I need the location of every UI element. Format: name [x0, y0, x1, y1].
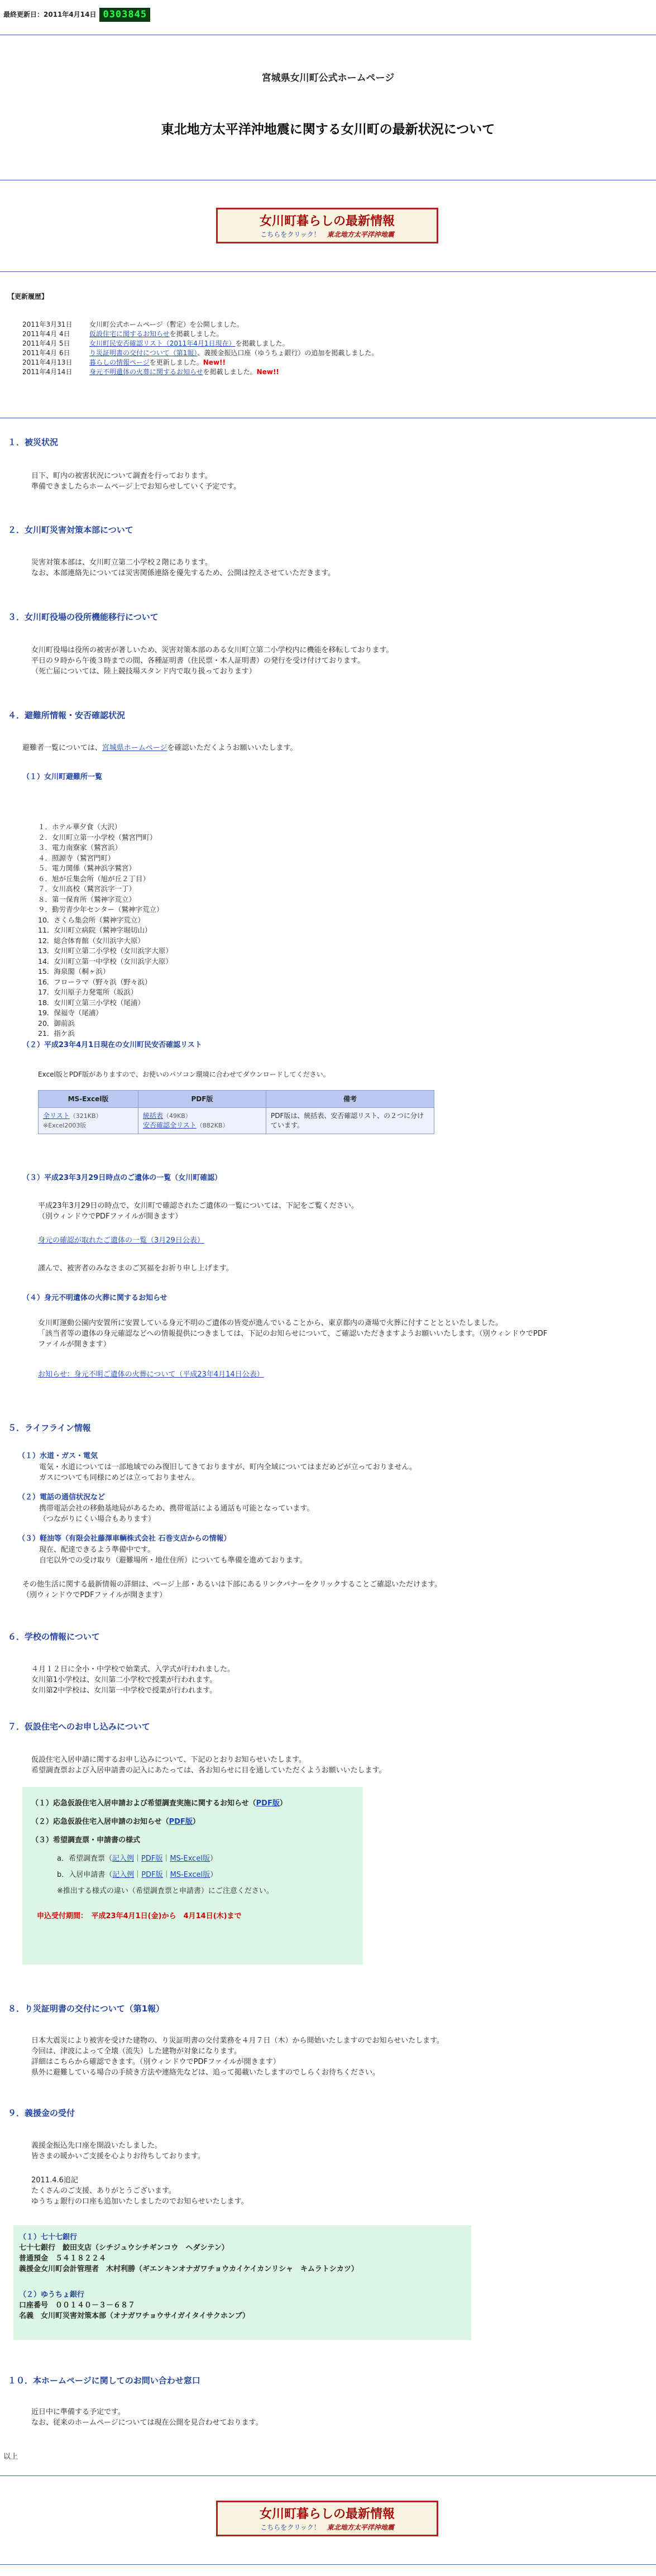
shelter-item: 17．女川原子力発電所（坂浜） — [38, 988, 138, 996]
example-link[interactable]: 記入例 — [112, 1855, 134, 1863]
history-link[interactable]: り災証明書の交付について（第1報） — [89, 349, 198, 357]
shelter-item: 21．指ケ浜 — [38, 1029, 75, 1038]
footer-divider — [0, 2564, 656, 2565]
section-donation-title: ９．義援金の受付 — [8, 2108, 75, 2118]
housing-item: （１）応急仮設住宅入居申請および希望調査実施に関するお知らせ（PDF版） — [31, 1799, 287, 1808]
utilities-heading: （１）水道・ガス・電気 — [18, 1452, 98, 1460]
section-certificate-title: ８．り災証明書の交付について（第1報） — [8, 2004, 165, 2014]
new-badge: New!! — [256, 368, 279, 376]
access-counter: 0303845 — [99, 8, 150, 22]
banner-title: 女川町暮らしの最新情報 — [259, 214, 395, 228]
shelter-item: 14．女川町立第一中学校（女川浜字大原） — [38, 957, 173, 966]
shelter-item: １．ホテル華夕食（大沢） — [38, 823, 122, 831]
safety-list-heading: （２）平成23年4月1日現在の女川町民安否確認リスト — [22, 1041, 202, 1049]
shelter-list — [38, 822, 173, 1039]
history-row: 2011年4月 5日 女川町民安否確認リスト（2011年4月1日現在）を掲載しました。 — [22, 340, 289, 347]
note-cell: PDF版は、統括表、安否確認リスト、の２つに分けています。 — [266, 1108, 434, 1134]
page-title: 東北地方太平洋沖地震に関する女川町の最新状況について — [161, 122, 495, 137]
form-note: ※推出する様式の違い（希望調査票と申請書）にご注意ください。 — [57, 1887, 274, 1895]
section-hq-text: 災害対策本部は、女川町立第二小学校２階にあります。 なお、本部連絡先については災害関係連絡を優先するため、公開は控えさせていただきます。 — [31, 558, 336, 577]
shelter-item: ２．女川町立第一小学校（鷲宮門町） — [38, 833, 157, 842]
deceased-list-text: 平成23年3月29日の時点で、女川町で確認されたご遺体の一覧については、下記をご覧ください。 （別ウィンドウでPDFファイルが開きます） — [38, 1202, 358, 1221]
banner-divider — [0, 271, 656, 272]
pdf-cell: 統括表（49KB） 安否確認全リスト（882KB） — [138, 1108, 266, 1134]
lifeline-footer: その他生活に関する最新情報の詳細は、ページ上部・あるいは下部にあるリンクバナーをクリックすることご確認いただけます。 （別ウィンドウでPDFファイルが開きます） — [22, 1580, 442, 1599]
housing-items — [31, 1798, 287, 1922]
pdf-link[interactable]: PDF版 — [256, 1799, 280, 1808]
section-school-title: ６．学校の情報について — [8, 1632, 100, 1642]
section-damage-text: 目下、町内の被害状況について調査を行っております。 準備できましたらホームページ上でお知らせしていく予定です。 — [31, 472, 241, 491]
utilities-text: 電気・水道については一部地域でのみ復旧してきておりますが、町内全域についてはまだめどが立っておりません。 ガスについても同様にめどは立っておりません。 — [39, 1463, 417, 1482]
housing-item: （３）希望調査票・申請書の様式 — [31, 1836, 141, 1844]
donation-update: 2011.4.6追記 たくさんのご支援、ありがとうございます。 ゆうちょ銀行の口座も追加いたしましたのでお知らせいたします。 — [31, 2176, 248, 2206]
shelter-item: 12．総合体育館（女川浜字大原） — [38, 936, 145, 945]
excel-full-list-link[interactable]: 全リスト — [43, 1112, 70, 1120]
living-info-banner-bottom[interactable] — [216, 2501, 438, 2536]
shelter-item: ９．勤労青少年センター（鷲神字荒立） — [38, 905, 164, 914]
cremation-link[interactable]: お知らせ：身元不明ご遺体の火葬について（平成23年4月14日公表） — [38, 1370, 264, 1379]
pdf-link[interactable]: PDF版 — [141, 1871, 163, 1879]
banner-title: 女川町暮らしの最新情報 — [259, 2507, 395, 2521]
excel-link[interactable]: MS-Excel版 — [170, 1871, 210, 1879]
pdf-full-list-link[interactable]: 安否確認全リスト — [143, 1121, 197, 1129]
shelter-list-heading: （１）女川町避難所一覧 — [22, 773, 103, 781]
donation-text: 義援金振込先口座を開設いたしました。 皆さまの暖かいご支援を心よりお待ちしております。 — [31, 2142, 205, 2161]
new-badge: New!! — [203, 359, 226, 366]
history-row: 2011年4月14日 身元不明遺体の火葬に関するお知らせを掲載しました。New!! — [22, 368, 279, 376]
end-mark: 以上 — [3, 2453, 18, 2461]
bank-yucho: （２）ゆうちょ銀行 口座番号 ００１４０－３－６８７ 名義 女川町災害対策本部（オナガワチョウサイガイタイサクホンブ） — [19, 2291, 250, 2320]
living-info-banner[interactable] — [216, 208, 438, 243]
section-contact-title: １０．本ホームページに関してのお問い合わせ窓口 — [8, 2376, 200, 2386]
contact-text: 近日中に準備する予定です。 なお、従来のホームページについては現在公開を見合わせております。 — [31, 2408, 263, 2427]
shelter-item: ３．電力南寮家（鷲宮浜） — [38, 843, 122, 852]
shelter-intro: 避難者一覧については、宮城県ホームページを確認いただくようお願いいたします。 — [22, 744, 298, 752]
shelter-item: 10．さくら集会所（鷲神字荒立） — [38, 915, 145, 924]
section-lifeline-title: ５．ライフライン情報 — [8, 1423, 91, 1433]
condolence-text: 謹んで、被害者のみなさまのご冥福をお祈り申し上げます。 — [38, 1264, 233, 1273]
section-housing-title: ７．仮設住宅へのお申し込みについて — [8, 1722, 150, 1732]
school-text: ４月１２日に全小・中学校で始業式、入学式が行われました。 女川第1小学校は、女川第二小学校で授業が行われます。 女川第2中学校は、女川第一中学校で授業が行われます。 — [31, 1665, 235, 1695]
form-a: a．希望調査票（記入例｜PDF版｜MS-Excel版） — [57, 1855, 217, 1863]
history-link[interactable]: 女川町民安否確認リスト（2011年4月1日現在） — [89, 340, 236, 347]
pdf-link[interactable]: PDF版 — [141, 1855, 163, 1863]
history-row: 2011年4月13日 暮らしの情報ページを更新しました。New!! — [22, 359, 226, 366]
fuel-heading: （３）軽油等（有限会社藤澤車輌株式会社 石巻支店からの情報） — [18, 1535, 231, 1543]
excel-cell: 全リスト（321KB） ※Excel2003版 — [39, 1108, 138, 1134]
deceased-list-link[interactable]: 身元の確認が取れたご遺体の一覧（3月29日公表） — [38, 1236, 204, 1245]
col-excel: MS-Excel版 — [39, 1091, 138, 1108]
shelter-item: 19．保福寺（尾浦） — [38, 1009, 103, 1017]
cremation-heading: （４）身元不明遺体の火葬に関するお知らせ — [22, 1294, 167, 1302]
safety-list-table — [38, 1090, 434, 1134]
fuel-text: 現在、配達できるよう準備中です。 自宅以外での受け取り（避難場所・地仕住所）についても準備を進めております。 — [39, 1546, 307, 1565]
deceased-list-heading: （３）平成23年3月29日時点のご遺体の一覧（女川町確認） — [22, 1174, 222, 1182]
section-office-text: 女川町役場は役所の被害が著しいため、災害対策本部のある女川町立第二小学校内に機能を移転しております。 平日の９時から午後３時までの間、各種証明書（住民票・本人証明書）の発行を受け付けております。 （死亡届については、陸上競技場スタンド内で取り扱っております） — [31, 646, 394, 676]
banner-subtitle: こちらをクリック！ 東北地方太平洋沖地震 — [260, 231, 394, 238]
safety-list-note: Excel版とPDF版がありますので、お使いのパソコン環境に合わせてダウンロードしてください。 — [38, 1070, 330, 1078]
housing-item: （２）応急仮設住宅入居申請のお知らせ（PDF版） — [31, 1818, 200, 1826]
shelter-item: 20．御前浜 — [38, 1019, 75, 1027]
housing-text: 仮設住宅入居申請に関するお申し込みについて、下記のとおりお知らせいたします。 希望調査票および入居申請書の記入にあたっては、各お知らせに目を通していただくようお願いいたします。 — [31, 1756, 386, 1775]
history-row: 2011年4月 4日 仮設住宅に関するお知らせを掲載しました。 — [22, 330, 223, 338]
history-row: 2011年4月 6日 り災証明書の交付について（第1報）、義援金振込口座（ゆうちょ銀行）の追加を掲載しました。 — [22, 349, 379, 357]
section-hq-title: ２．女川町災害対策本部について — [8, 525, 133, 535]
certificate-text: 日本大震災により被害を受けた建物の、り災証明書の交付業務を４月７日（木）から開始いたしますのでお知らせいたします。 今回は、津波によって全壊（流失）した建物が対象になります。 詳細はこちらから確認できます。（別ウィンドウでPDFファイルが開きます） 県外に避難している場合の手続き方法や連絡先などは、追って掲載いたしますのでしらくお待ちください。 — [31, 2037, 444, 2077]
history-link[interactable]: 暮らしの情報ページ — [89, 359, 150, 366]
last-updated-label: 最終更新日：2011年4月14日 — [3, 11, 97, 18]
col-note: 備考 — [266, 1091, 434, 1108]
phone-text: 携帯電話会社の移動基地局があるため、携帯電話による通話も可能となっています。 （つながりにくい場合もあります） — [39, 1504, 314, 1523]
history-link[interactable]: 仮設住宅に関するお知らせ — [89, 330, 170, 338]
shelter-item: ７．女川高校（鷲宮浜字一丁） — [38, 885, 136, 893]
history-row: 2011年3月31日 女川町公式ホームページ（暫定）を公開しました。 — [22, 321, 243, 328]
miyagi-pref-link[interactable]: 宮城県ホームページ — [102, 744, 167, 752]
section-shelter-title: ４．避難所情報・安否確認状況 — [8, 710, 126, 720]
shelter-item: ４．照源寺（鷲宮門町） — [38, 853, 115, 862]
shelter-item: ８．第一保育所（鷲神字荒立） — [38, 895, 136, 904]
bank-77: （１）七十七銀行 七十七銀行 鮫田支店（シチジュウシチギンコウ ヘダシテン） 普通預金 ５４１８２２４ 義援金女川町会計管理者 木村利勝（ギエンキンオナガワチョウカイケイカンリシャ キムラトシカツ） — [19, 2233, 358, 2273]
phone-heading: （２）電話の通信状況など — [18, 1493, 106, 1502]
col-pdf: PDF版 — [138, 1091, 266, 1108]
last-updated — [3, 8, 150, 22]
form-b: b．入居申請書（記入例｜PDF版｜MS-Excel版） — [57, 1871, 218, 1879]
pdf-summary-link[interactable]: 統括表 — [143, 1112, 164, 1120]
shelter-item: 11．女川町立病院（鷲神字堀切山） — [38, 926, 152, 934]
history-list — [22, 320, 378, 377]
excel-link[interactable]: MS-Excel版 — [170, 1855, 210, 1863]
shelter-item: 15．海泉閣（桐ヶ浜） — [38, 967, 110, 976]
section-office-title: ３．女川町役場の役所機能移行について — [8, 612, 159, 622]
shelter-item: 16．フローラマ（野々浜（野々浜） — [38, 977, 152, 986]
pdf-link[interactable]: PDF版 — [169, 1818, 193, 1826]
site-title: 宮城県女川町公式ホームページ — [261, 73, 395, 84]
shelter-item: ６．旭が丘集会所（旭が丘２丁目） — [38, 874, 150, 883]
shelter-item: ５．電力関係（鷲神浜字鷲宮） — [38, 864, 136, 872]
example-link[interactable]: 記入例 — [112, 1871, 135, 1879]
shelter-item: 18．女川町立第三小学校（尾浦） — [38, 998, 145, 1007]
deadline: 申込受付期間： 平成23年4月1日(金)から 4月14日(木)まで — [37, 1912, 242, 1920]
history-heading: 【更新履歴】 — [8, 293, 49, 300]
shelter-item: 13．女川町立第二小学校（女川浜字大原） — [38, 947, 173, 955]
history-link[interactable]: 身元不明遺体の火葬に関するお知らせ — [89, 368, 203, 376]
cremation-text: 女川町運動公園内安置所に安置している身元不明のご遺体の皆変が進んでいることから、東京都内の斎場で火葬に付すこととといたしました。 「該当者等の遺体の身元確認などへの情報提供につきましては、下記のお知らせについて、ご確認いただきますようお願いいたします。（別ウィンドウでPDFファイルが開きます） — [38, 1319, 548, 1349]
section-damage-title: １．被災状況 — [8, 437, 59, 447]
banner-subtitle: こちらをクリック！ 東北地方太平洋沖地震 — [260, 2524, 394, 2531]
bottom-divider — [0, 2475, 656, 2476]
